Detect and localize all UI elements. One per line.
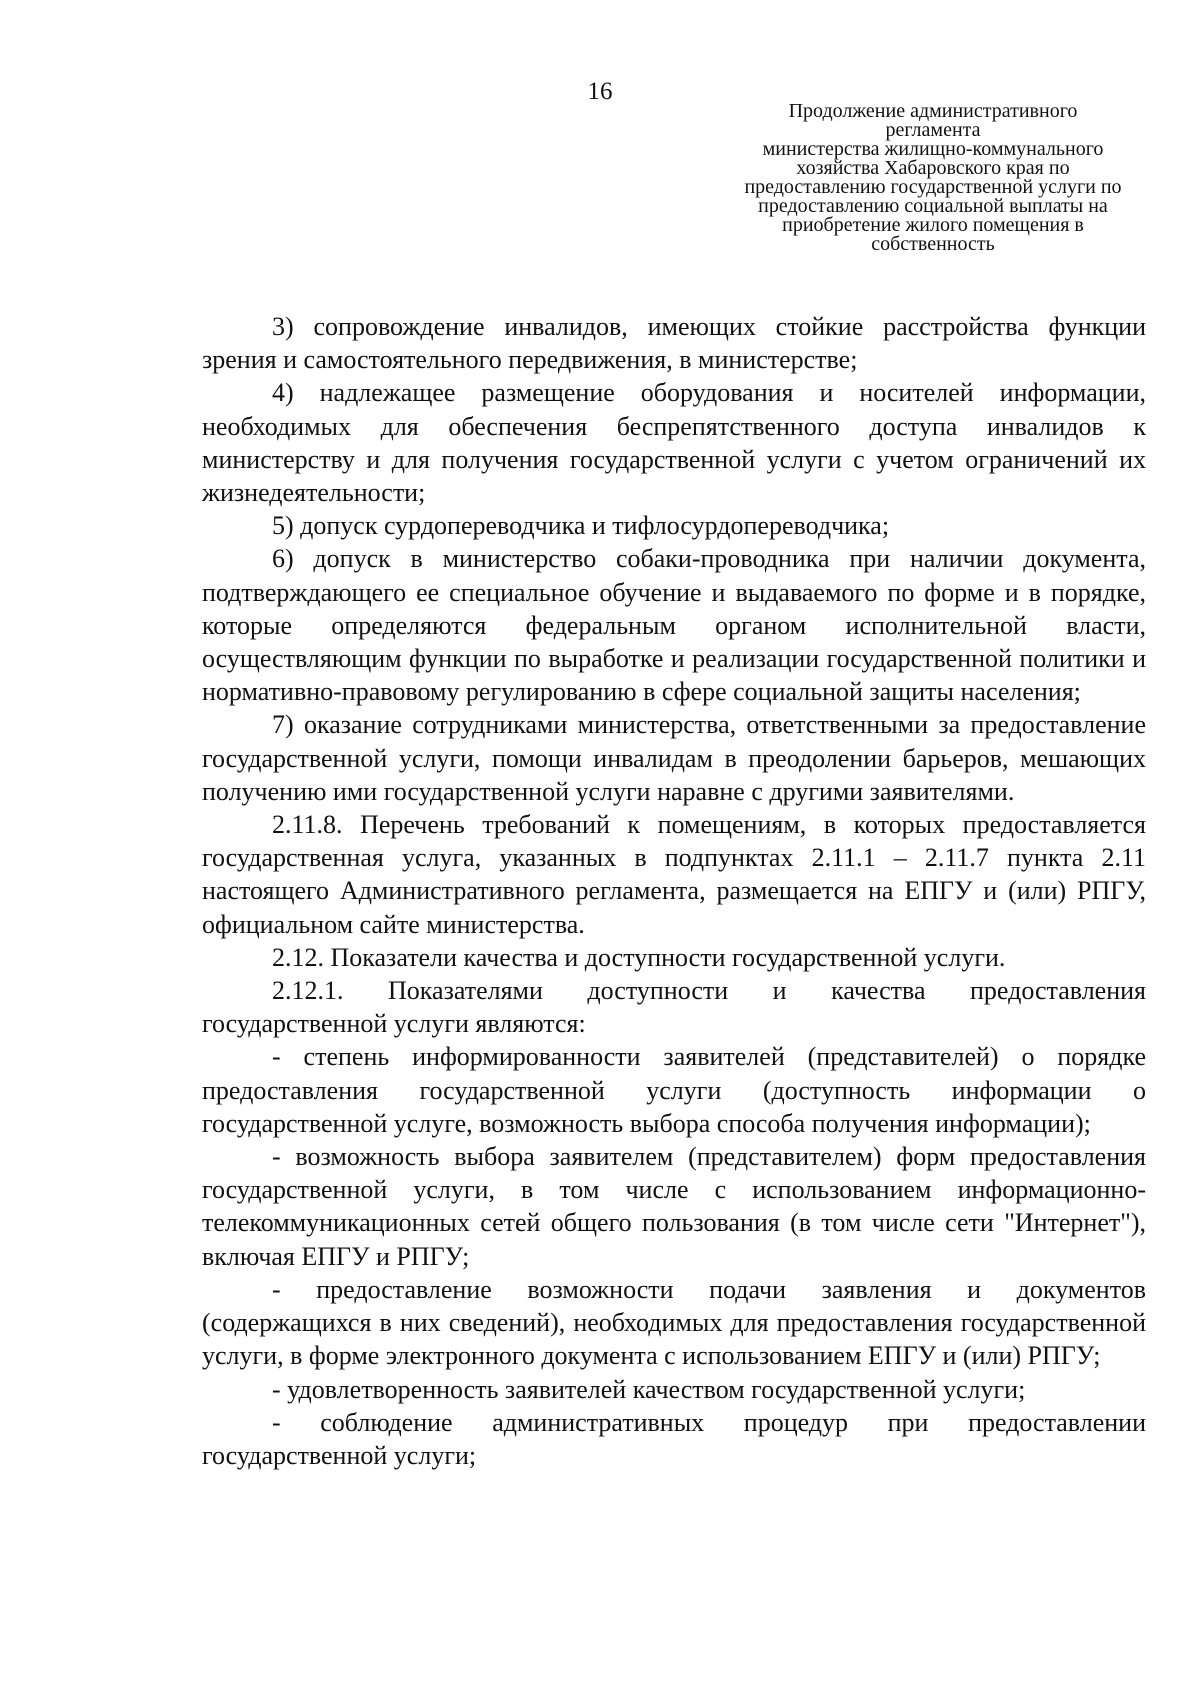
document-body: [202, 310, 1146, 1472]
paragraph: 4) надлежащее размещение оборудования и носителей информации, необходимых для обеспечения беспрепятственного доступа инвалидов к министерству и для получения государственной услуги с учетом ограничений их жизнедеятельности;: [202, 378, 1146, 508]
document-header: [740, 102, 1126, 254]
paragraph: - степень информированности заявителей (представителей) о порядке предоставления государственной услуги (доступность информации о государственной услуге, возможность выбора способа получения информации);: [202, 1042, 1146, 1138]
paragraph: - возможность выбора заявителем (представителем) форм предоставления государственной услуги, в том числе с использованием информационно-телекоммуникационных сетей общего пользования (в том числе сети "Интернет"), включая ЕПГУ и РПГУ;: [202, 1142, 1146, 1271]
paragraph: 2.11.8. Перечень требований к помещениям, в которых предоставляется государственная услуга, указанных в подпунктах 2.11.1 – 2.11.7 пункта 2.11 настоящего Административного регламента, размещается на ЕПГУ и (или) РПГУ, официальном сайте министерства.: [202, 810, 1146, 939]
paragraph: 2.12.1. Показателями доступности и качества предоставления государственной услуги являются:: [202, 976, 1146, 1039]
paragraph: 7) оказание сотрудниками министерства, ответственными за предоставление государственной услуги, помощи инвалидам в преодолении барьеров, мешающих получению ими государственной услуги наравне с другими заявителями.: [202, 710, 1146, 806]
header-title: Продолжение административного регламента: [788, 100, 1078, 141]
paragraph: - удовлетворенность заявителей качеством государственной услуги;: [272, 1374, 1026, 1404]
paragraph: - соблюдение административных процедур при предоставлении государственной услуги;: [202, 1407, 1146, 1470]
paragraph: 3) сопровождение инвалидов, имеющих стойкие расстройства функции зрения и самостоятельного передвижения, в министерстве;: [202, 312, 1146, 375]
paragraph: 2.12. Показатели качества и доступности государственной услуги.: [272, 942, 1006, 972]
paragraph: - предоставление возможности подачи заявления и документов (содержащихся в них сведений), необходимых для предоставления государственной услуги, в форме электронного документа с использованием ЕПГУ и (или) РПГУ;: [202, 1274, 1146, 1371]
paragraph: 5) допуск сурдопереводчика и тифлосурдопереводчика;: [272, 511, 890, 541]
page-number: 16: [587, 78, 613, 105]
paragraph: 6) допуск в министерство собаки-проводника при наличии документа, подтверждающего ее специальное обучение и выдаваемого по форме и в порядке, которые определяются федеральным органом исполнительной власти, осуществляющим функции по выработке и реализации государственной политики и нормативно-правовому регулированию в сфере социальной защиты населения;: [202, 544, 1146, 707]
header-subtitle: министерства жилищно-коммунального хозяйства Хабаровского края по предоставлению государственной услуги по предоставлению социальной выплаты на приобретение жилого помещения в собственность: [744, 138, 1122, 255]
